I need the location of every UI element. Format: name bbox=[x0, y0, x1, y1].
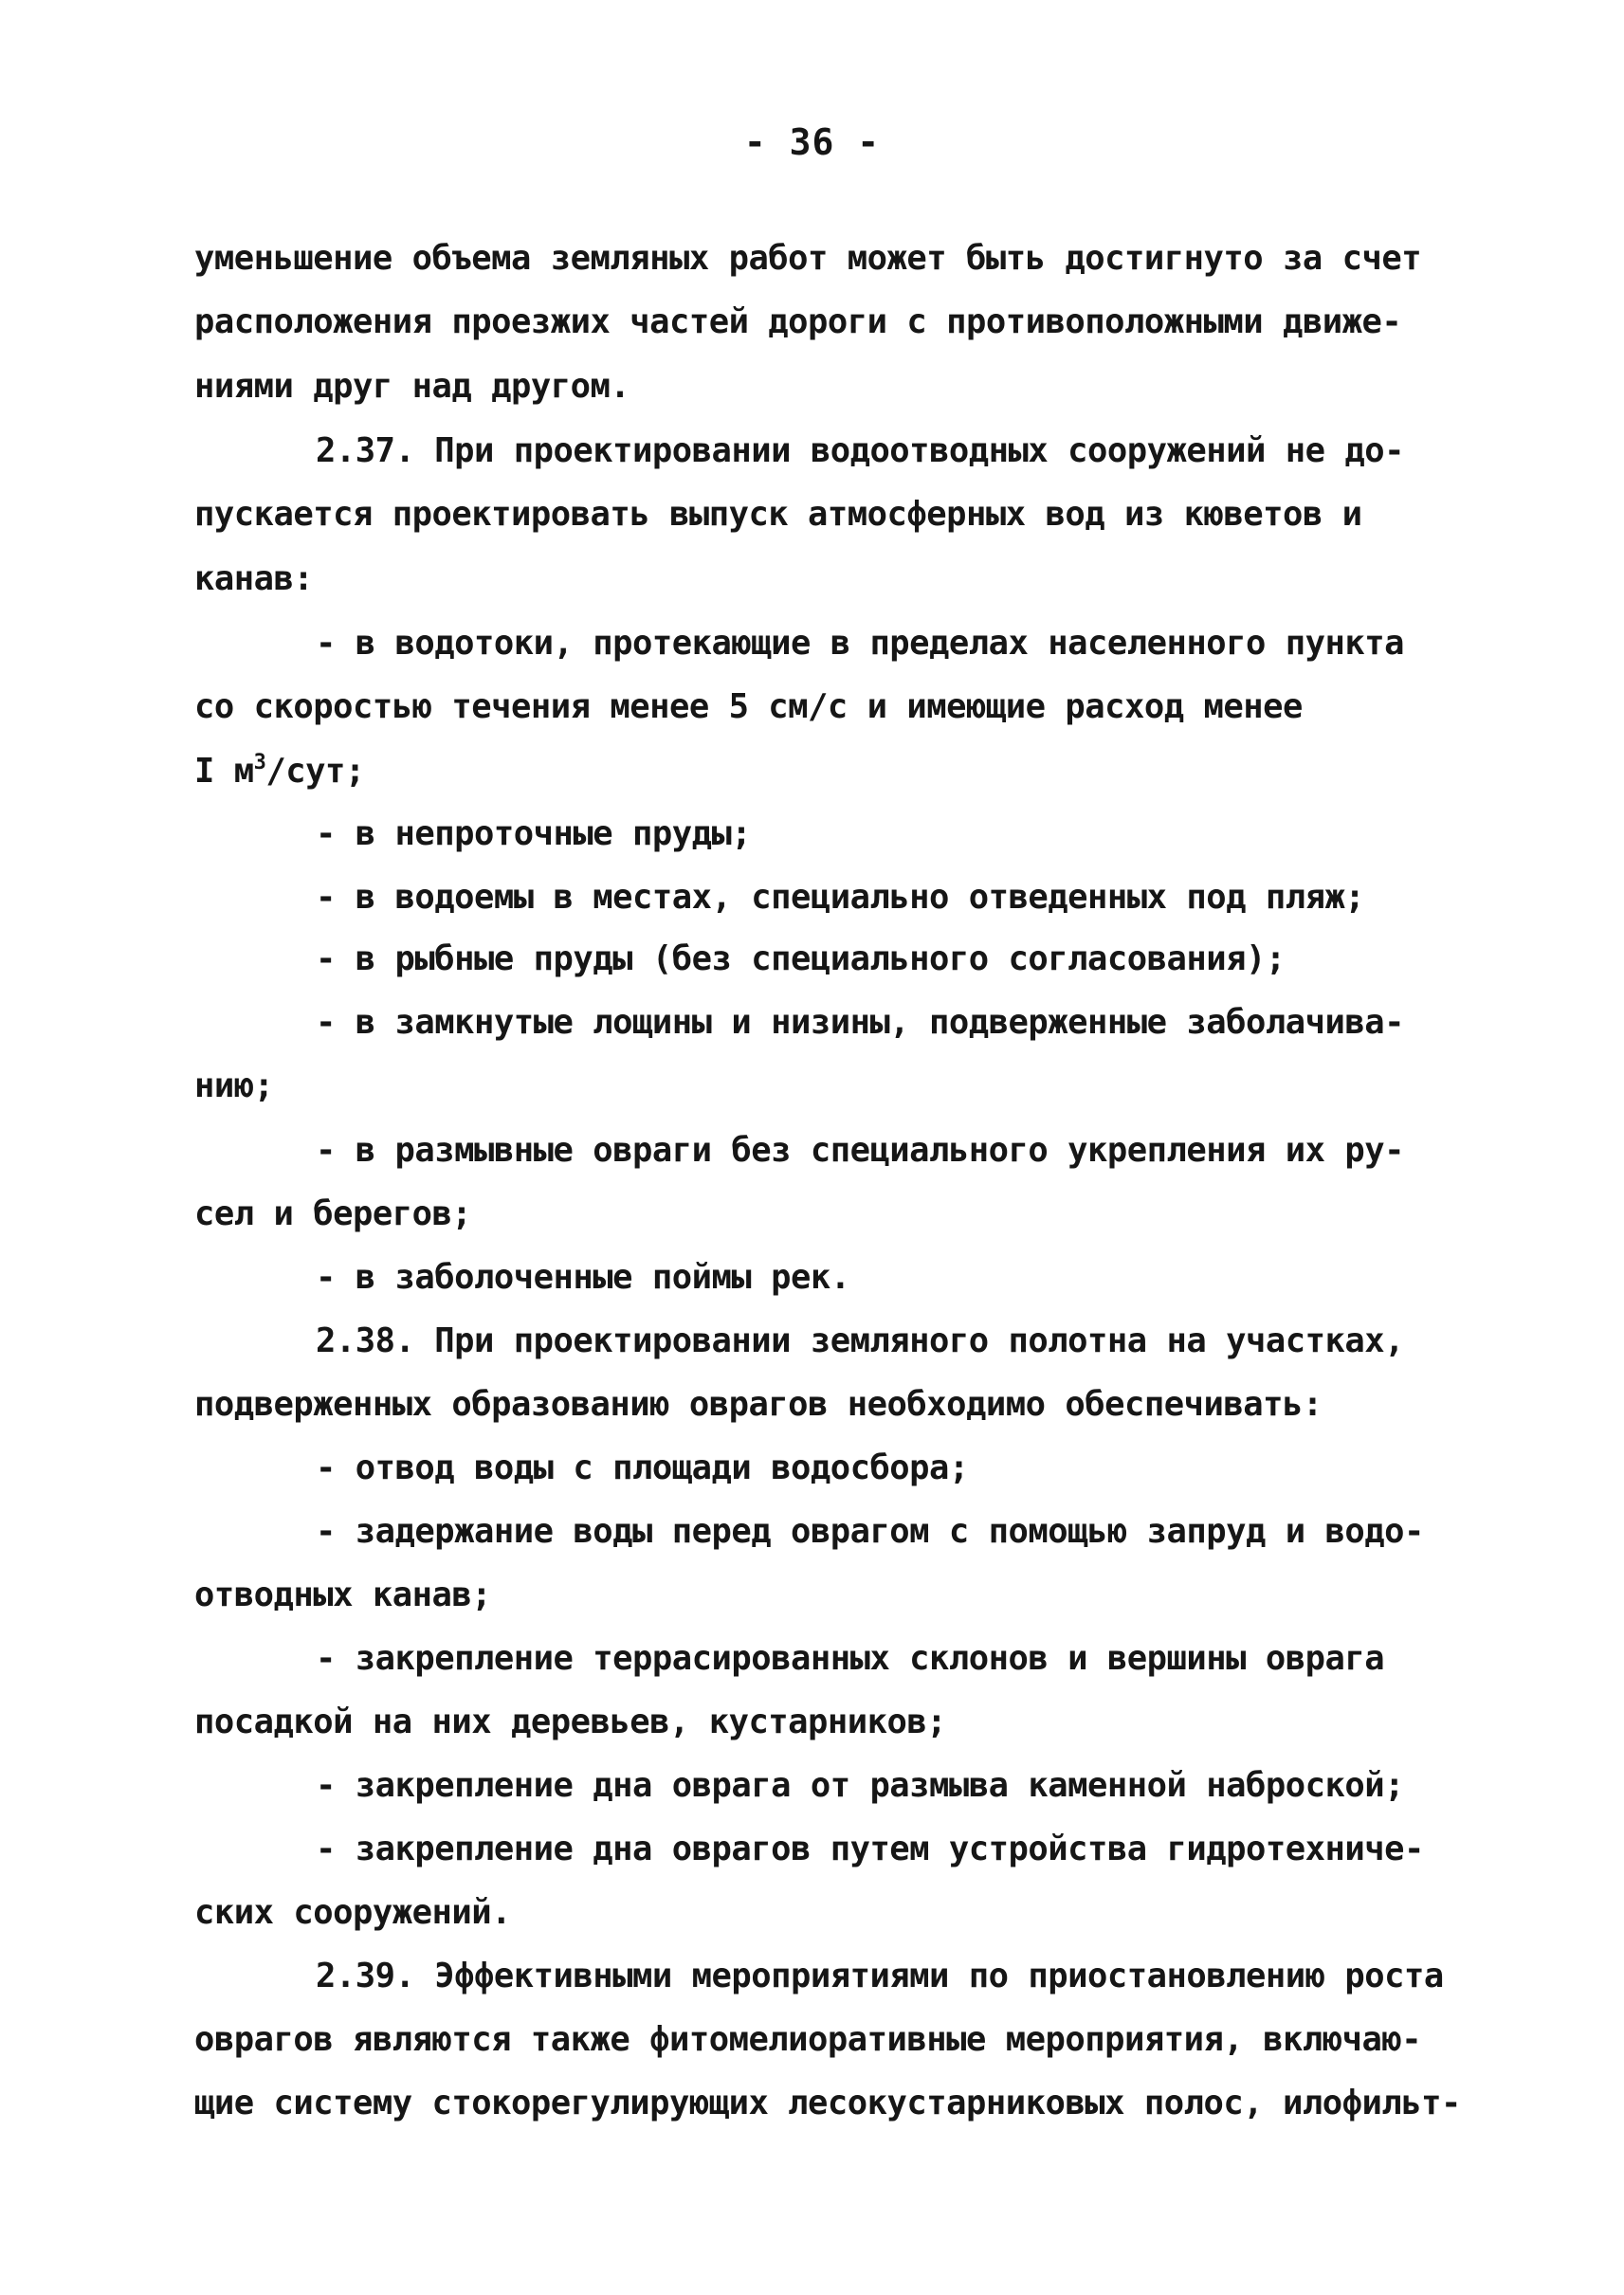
text-line: сел и берегов; bbox=[194, 1194, 472, 1233]
text-line-with-unit bbox=[194, 745, 365, 798]
text-line: ских сооружений. bbox=[194, 1893, 511, 1932]
list-item: - в размывные овраги без специального укрепления их ру- bbox=[316, 1131, 1405, 1170]
list-item: - отвод воды с площади водосбора; bbox=[316, 1448, 969, 1487]
text-line: щие систему стокорегулирующих лесокустарниковых полос, илофильт- bbox=[194, 2084, 1461, 2122]
text-fragment: /сут; bbox=[265, 752, 365, 791]
superscript: 3 bbox=[253, 751, 266, 774]
text-line: оврагов являются также фитомелиоративные мероприятия, включаю- bbox=[194, 2020, 1422, 2059]
paragraph-2-38-start: 2.38. При проектировании земляного полотна на участках, bbox=[316, 1321, 1405, 1360]
text-line: нию; bbox=[194, 1066, 274, 1105]
text-line: отводных канав; bbox=[194, 1576, 492, 1614]
list-item: - задержание воды перед оврагом с помощью запруд и водо- bbox=[316, 1512, 1424, 1551]
list-item: - закрепление террасированных склонов и вершины оврага bbox=[316, 1639, 1385, 1678]
text-line: посадкой на них деревьев, кустарников; bbox=[194, 1703, 947, 1741]
list-item: - в рыбные пруды (без специального согласования); bbox=[316, 939, 1286, 978]
text-line: ниями друг над другом. bbox=[194, 367, 630, 406]
page-number: - 36 - bbox=[743, 121, 881, 163]
text-line: уменьшение объема земляных работ может быть достигнуто за счет bbox=[194, 239, 1422, 278]
list-item: - в замкнутые лощины и низины, подверженные заболачива- bbox=[316, 1003, 1405, 1042]
list-item: - закрепление дна оврагов путем устройства гидротехниче- bbox=[316, 1830, 1424, 1868]
list-item: - в непроточные пруды; bbox=[316, 814, 752, 853]
list-item: - закрепление дна оврага от размыва каменной наброской; bbox=[316, 1766, 1405, 1805]
list-item: - в заболоченные поймы рек. bbox=[316, 1258, 850, 1297]
paragraph-2-37-start: 2.37. При проектировании водоотводных сооружений не до- bbox=[316, 431, 1405, 470]
text-line: пускается проектировать выпуск атмосферных вод из кюветов и bbox=[194, 495, 1362, 534]
list-item: - в водоемы в местах, специально отведенных под пляж; bbox=[316, 878, 1365, 917]
text-line: канав: bbox=[194, 559, 314, 598]
paragraph-2-39-start: 2.39. Эффективными мероприятиями по приостановлению роста bbox=[316, 1957, 1444, 1995]
text-line: со скоростью течения менее 5 см/с и имеющие расход менее bbox=[194, 687, 1303, 726]
list-item: - в водотоки, протекающие в пределах населенного пункта bbox=[316, 624, 1405, 663]
text-fragment: I м bbox=[194, 752, 254, 791]
text-line: подверженных образованию оврагов необходимо обеспечивать: bbox=[194, 1385, 1323, 1424]
text-line: расположения проезжих частей дороги с противоположными движе- bbox=[194, 302, 1402, 341]
